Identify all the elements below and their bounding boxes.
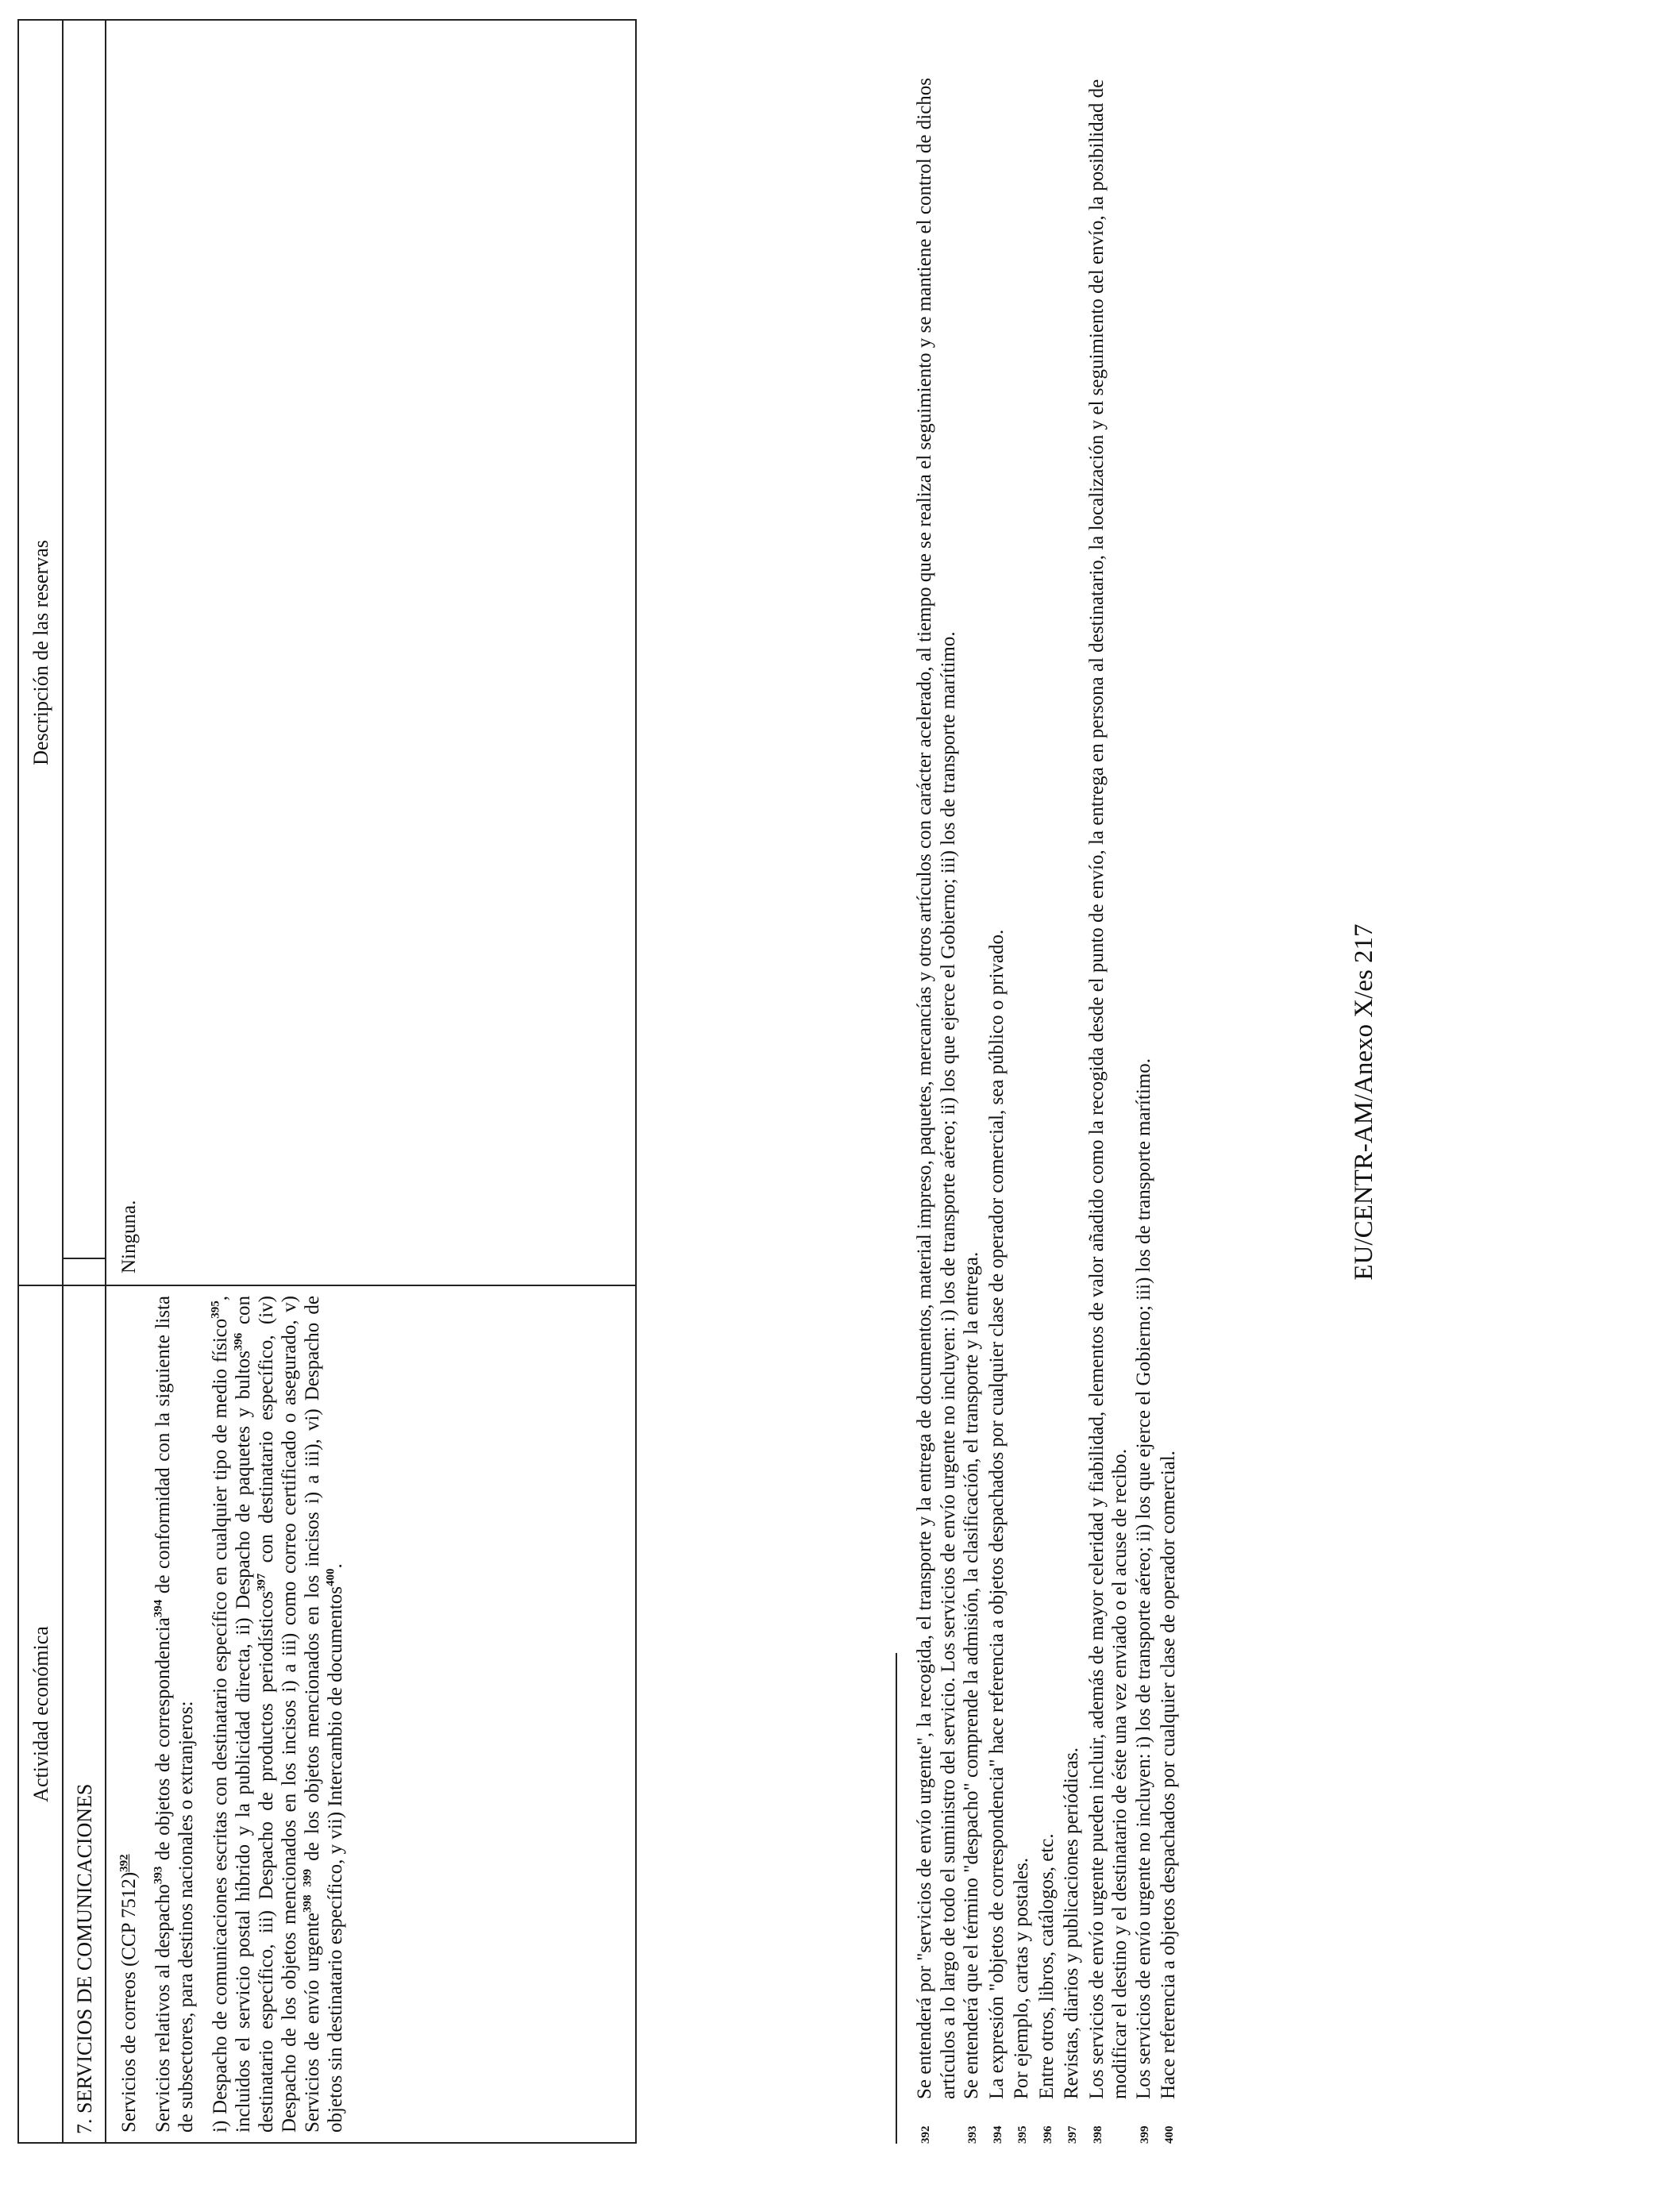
footnote-ref-398[interactable]: 398: [301, 1894, 314, 1913]
sector-cell: [64, 1286, 105, 2142]
footnote-item: [1157, 71, 1182, 2144]
list-text-c: con destinatario específico, iii) Despacho de productos periodísticos: [233, 1296, 277, 2133]
footnote-text: Los servicios de envío urgente no incluyen: i) los de transporte aéreo; ii) los que ejerce el Gobierno; iii) los de transporte marítimo.: [1132, 1058, 1154, 2099]
footnote-item: [1035, 71, 1061, 2144]
footnote-number: 393: [966, 2125, 979, 2144]
footnote-number: 399: [1138, 2125, 1151, 2144]
list-text-b: , incluidos el servicio postal híbrido y la publicidad directa, ii) Despacho de paquetes y bultos: [210, 1296, 254, 2133]
desc-text-c: de conformidad con la siguiente lista de subsectores, para destinos nacionales o extranjeros:: [152, 1295, 197, 2133]
footnote-number: 392: [919, 2125, 932, 2144]
footnote-ref-392[interactable]: 392: [118, 1854, 131, 1872]
list-text-f: .: [325, 1563, 346, 1569]
list-text-a: i) Despacho de comunicaciones escritas con destinatario específico en cualquier tipo de medio físico: [210, 1318, 231, 2133]
header-activity-label: Actividad económica: [29, 1626, 52, 1802]
desc-text-b: de objetos de correspondencia: [152, 1617, 174, 1867]
footnote-number: 400: [1163, 2125, 1176, 2144]
desc-text-a: Servicios relativos al despacho: [152, 1884, 174, 2133]
footnote-text: Los servicios de envío urgente pueden incluir, además de mayor celeridad y fiabilidad, elementos de valor añadido como la recogida desde el punto de envío, la entrega en persona al destinatario, la localización y el seguimiento del envío, la posibilidad de modificar el destino y el destinatario de éste una vez enviado o el acuse de recibo.: [1085, 79, 1131, 2099]
sector-row: [64, 21, 106, 2142]
footnote-ref-396[interactable]: 396: [232, 1332, 245, 1351]
footnotes-list: [913, 71, 1182, 2144]
footnote-item: [985, 71, 1011, 2144]
footnote-text: Entre otros, libros, catálogos, etc.: [1035, 1833, 1058, 2099]
activity-cell: [106, 1286, 635, 2142]
footnote-ref-399[interactable]: 399: [301, 1868, 314, 1887]
footnote-item: [1132, 71, 1158, 2144]
page-footer: EU/CENTR-AM/Anexo X/es 217: [1350, 923, 1378, 1281]
footnote-number: 394: [991, 2125, 1004, 2144]
footnote-item: [1010, 71, 1035, 2144]
footnote-ref-393[interactable]: 393: [152, 1866, 165, 1885]
list-text-d: con destinatario específico, (iv) Despacho de los objetos mencionados en los incisos i) a iii) como correo certificado o asegurado, v) Servicios de envío urgente: [256, 1296, 323, 2133]
footnote-number: 395: [1016, 2125, 1029, 2144]
activity-title-text: Servicios de correos (CCP 7512): [118, 1871, 140, 2133]
subsector-list: [209, 1296, 347, 2133]
footnote-item: [1060, 71, 1085, 2144]
footnote-text: La expresión "objetos de correspondencia" hace referencia a objetos despachados por cualquier clase de operador comercial, sea público o privado.: [985, 929, 1008, 2099]
footnote-text: Se entenderá que el término "despacho" comprende la admisión, la clasificación, el transporte y la entrega.: [961, 1251, 982, 2099]
footnote-number: 398: [1091, 2125, 1104, 2144]
header-reservations-label: Descripción de las reservas: [29, 540, 52, 765]
header-cell-activity: [19, 1286, 62, 2142]
table-row: [106, 21, 635, 2142]
reservation-cell: [106, 21, 635, 1286]
footnote-item: [960, 71, 985, 2144]
footnote-ref-400[interactable]: 400: [324, 1568, 337, 1586]
footnote-ref-397[interactable]: 397: [255, 1573, 268, 1592]
header-cell-reservations: [19, 21, 62, 1286]
footnote-item: [913, 71, 960, 2144]
sector-gap-cell: [64, 1258, 105, 1286]
footnote-ref-395[interactable]: 395: [209, 1300, 222, 1319]
footnote-text: Revistas, diarios y publicaciones periódicas.: [1061, 1747, 1082, 2099]
footnote-item: [1085, 71, 1132, 2144]
sector-empty-cell: [64, 21, 105, 1258]
activity-description: [152, 1296, 198, 2133]
footnote-text: Hace referencia a objetos despachados por cualquier clase de operador comercial.: [1158, 1451, 1179, 2099]
list-text-e: de los objetos mencionados en los incisos i) a iii), vi) Despacho de objetos sin destinatario específico, y vii) Intercambio de documentos: [302, 1296, 346, 2133]
footnote-text: Por ejemplo, cartas y postales.: [1011, 1857, 1032, 2099]
sector-title: 7. SERVICIOS DE COMUNICACIONES: [73, 1783, 96, 2134]
footnote-number: 397: [1066, 2125, 1079, 2144]
footnote-number: 396: [1041, 2125, 1054, 2144]
table-header-row: [19, 21, 64, 2142]
reservations-table: [17, 19, 637, 2144]
footnote-ref-394[interactable]: 394: [152, 1599, 165, 1618]
footnote-separator: [896, 1653, 897, 2144]
footnote-text: Se entenderá por "servicios de envío urgente", la recogida, el transporte y la entrega de documentos, material impreso, paquetes, mercancías y otros artículos con carácter acelerado, al tiempo que se realiza el seguimiento y se mantiene el control de dichos artículos a lo largo de todo el suministro del servicio. Los servicios de envío urgente no incluyen: i) los de transporte aéreo; ii) los que ejerce el Gobierno; iii) los de transporte marítimo.: [914, 77, 959, 2099]
reservation-text: Ninguna.: [118, 1200, 140, 1273]
activity-title: [118, 1296, 141, 2133]
